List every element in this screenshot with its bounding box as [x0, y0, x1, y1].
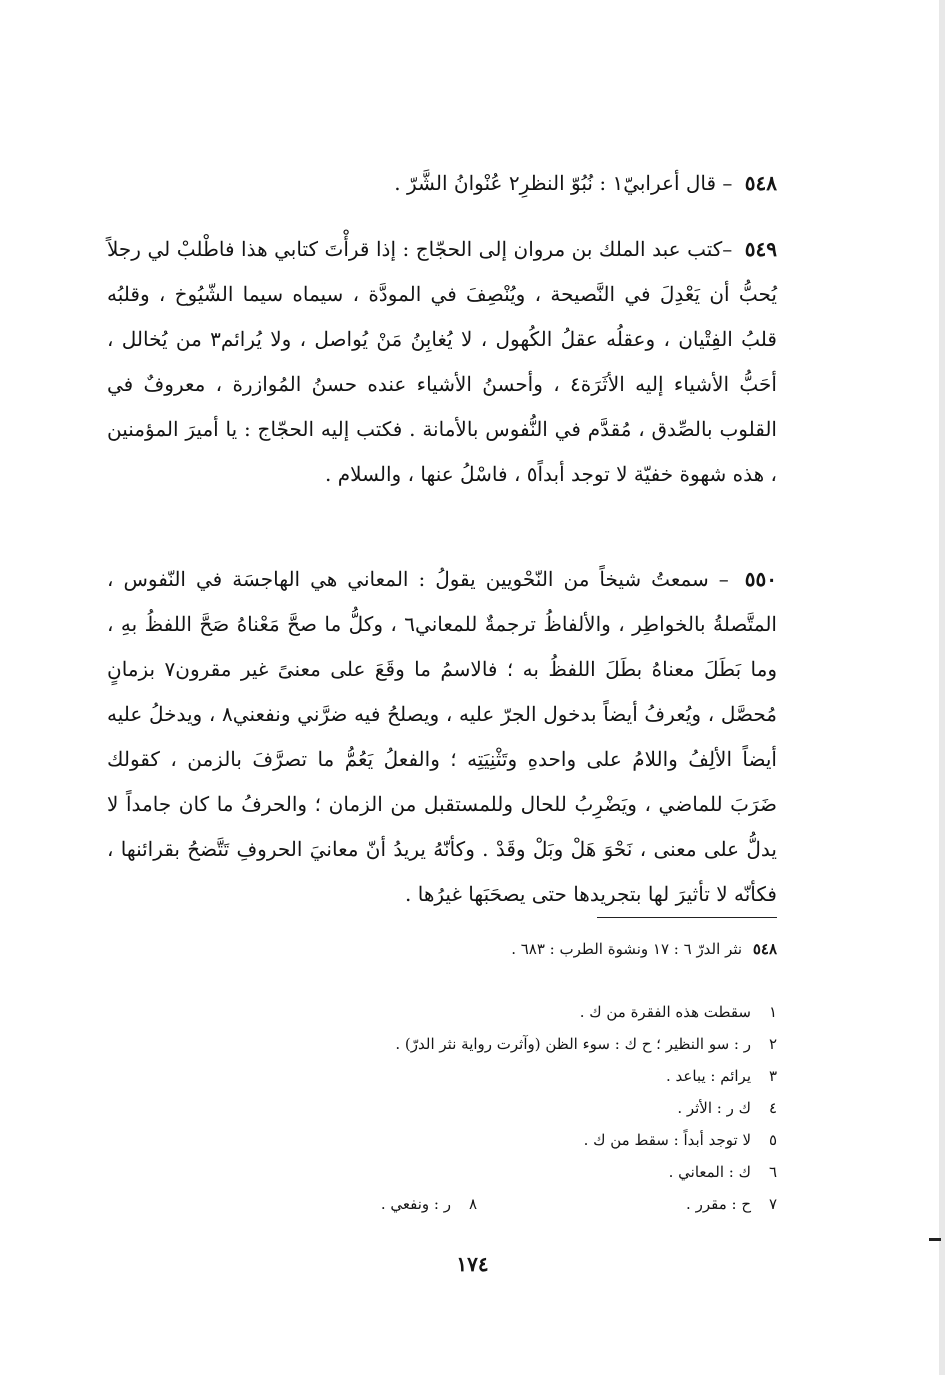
footnote-separator [597, 917, 777, 918]
footnotes-list [107, 996, 777, 1220]
footnote-1 [107, 996, 777, 1028]
footnote-text: ر : سو النظير ؛ ح ك : سوء الظن (وآثرت رواية نثر الدرّ) . [395, 1035, 751, 1053]
source-text: نثر الدرّ ٦ : ١٧ ونشوة الطرب : ٦٨٣ . [511, 940, 743, 958]
footnote-6 [107, 1156, 777, 1188]
entry-548-text: – قال أعرابيّ١ : نُبُوّ النظرِ٢ عُنْوانُ الشَّرّ . [394, 171, 733, 195]
footnote-text: ح : مقرر . [686, 1195, 751, 1213]
footnote-text: يرائم : يباعد . [666, 1067, 751, 1085]
entry-550-text: – سمعتُ شيخاً من النّحْويين يقولُ : المعاني هي الهاجسَة في النّفوس ، المتَّصلةُ بالخواطِر ، والألفاظُ ترجمةٌ للمعاني٦ ، وكلُّ ما صحَّ مَعْناهُ صَحَّ اللفظُ بهِ ، وما بَطَلَ معناهُ بطَلَ اللفظُ به ؛ فالاسمُ ما وقَعَ على معنىً غير مقرون٧ بزمانٍ مُحصَّل ، ويُعرفُ أيضاً بدخول الجرّ عليه ، ويصلحُ فيه ضرَّني ونفعني٨ ، ويدخلُ عليه أيضاً الألِفُ واللامُ على واحدهِ وتَثْنِيَتِه ؛ والفعلُ يَعُمُّ ما تصرَّفَ بالزمن ، كقولك ضَرَبَ للماضي ، ويَضْرِبُ للحال وللمستقبل من الزمان ؛ والحرفُ ما كان جامداً لا يدلُّ على معنى ، نَحْوَ هَلْ وبَلْ وقَدْ . وكأنّهُ يريدُ أنّ معانيَ الحروفِ تَتَّضحُ بقرائنها ، فكأنّه لا تأثيرَ لها بتجريدها حتى يصحَبَها غيرُها . [107, 567, 777, 906]
footnote-number: ٦ [768, 1163, 777, 1181]
footnote-number: ١ [768, 1003, 777, 1021]
footnote-number: ٣ [768, 1067, 777, 1085]
footnote-text: سقطت هذه الفقرة من ك . [579, 1003, 751, 1021]
entry-549-number: ٥٤٩ [744, 237, 777, 261]
footnote-3 [107, 1060, 777, 1092]
footnote-text: لا توجد أبداً : سقط من ك . [583, 1131, 751, 1149]
footnote-number: ٢ [768, 1035, 777, 1053]
entry-549 [107, 227, 777, 497]
entry-548-number: ٥٤٨ [744, 171, 777, 195]
footnote-text: ك : المعاني . [668, 1163, 751, 1181]
entry-550-number: ٥٥٠ [744, 567, 778, 591]
entry-550 [107, 557, 777, 917]
scan-edge-mark [929, 1238, 941, 1241]
page-edge-shadow [939, 0, 945, 1375]
footnote-number: ٧ [768, 1195, 777, 1213]
footnote-text: ك ر : الأثر . [677, 1099, 751, 1117]
footnote-5 [107, 1124, 777, 1156]
entry-549-text: –كتب عبد الملك بن مروان إلى الحجّاج : إذا قرأْتَ كتابي هذا فاطْلبْ لي رجلاً يُحبُّ أن يَعْدِلَ في النَّصيحة ، ويُنْصِفَ في المودَّة ، سيماه سيما الشّيُوخ ، وقلبُه قلبُ الفِتْيان ، وعقلُه عقلُ الكُهول ، لا يُغابِنُ مَنْ يُواصل ، ولا يُرائم٣ من يُخالل ، أحَبُّ الأشياء إليه الأثَرَة٤ ، وأحسنُ الأشياء عنده حسنُ المُوازرة ، معروفٌ في القلوب بالصِّدق ، مُقدَّم في النُّفوس بالأمانة . فكتب إليه الحجّاج : يا أميرَ المؤمنين ، هذه شهوة خفيّة لا توجد أبداً٥ ، فاسْلُ عنها ، والسلام . [107, 237, 777, 486]
footnote-number: ٥ [768, 1131, 777, 1149]
footnote-7-8 [107, 1188, 777, 1220]
entry-548 [107, 161, 777, 206]
footnote-4 [107, 1092, 777, 1124]
footnote-number: ٨ [468, 1195, 477, 1213]
footnote-number: ٤ [768, 1099, 777, 1117]
source-reference [107, 937, 777, 961]
source-entry-number: ٥٤٨ [752, 940, 777, 958]
footnote-text: ر : ونفعي . [380, 1195, 451, 1213]
page-number: ١٧٤ [456, 1252, 489, 1276]
footnote-2 [107, 1028, 777, 1060]
